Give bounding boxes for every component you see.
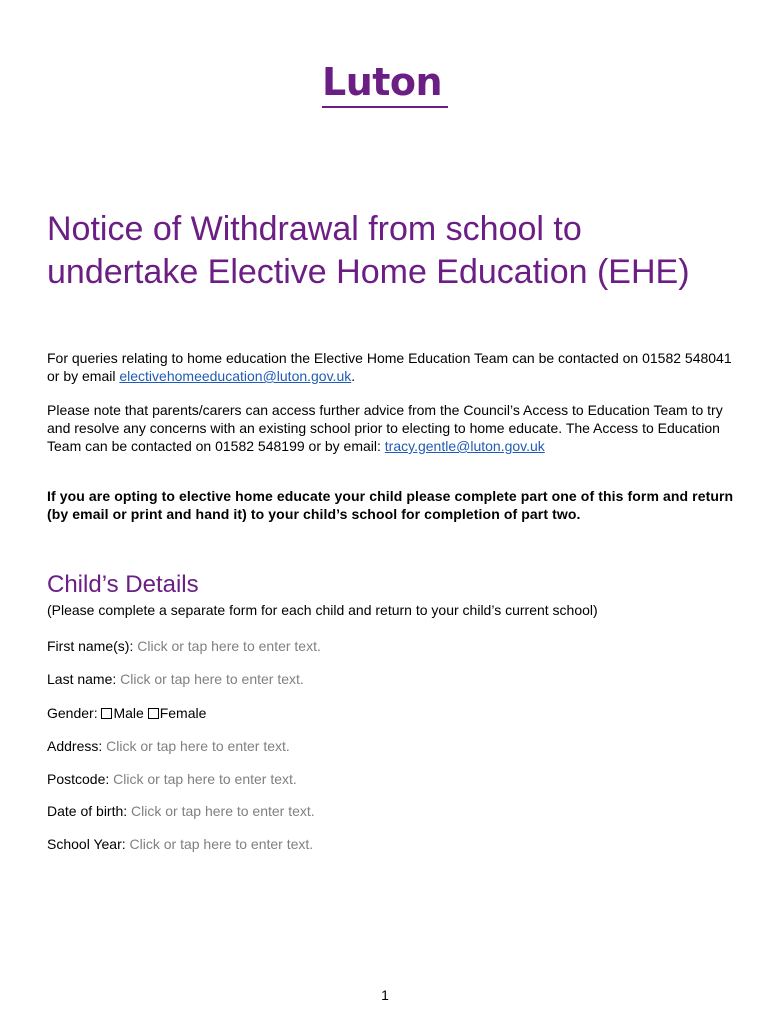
page-number: 1 [381, 987, 389, 1003]
instructions-paragraph: If you are opting to elective home educate your child please complete part one of this form and return (by email or print and hand it) to your child’s school for completion of part two. [47, 488, 734, 522]
male-label: Male [113, 705, 148, 721]
postcode-label: Postcode: [47, 771, 114, 787]
contact-end: . [351, 368, 356, 384]
school-year-label: School Year: [47, 836, 130, 852]
last-name-field [47, 670, 304, 688]
childs-details-heading: Child’s Details [47, 571, 199, 598]
postcode-input[interactable]: Click or tap here to enter text. [113, 771, 297, 787]
first-name-input[interactable]: Click or tap here to enter text. [137, 638, 321, 654]
contact-text: For queries relating to home education the Elective Home Education Team can be contacted on 01582 548041 or by email [47, 350, 732, 384]
address-input[interactable]: Click or tap here to enter text. [106, 738, 290, 754]
ehe-email-link[interactable]: electivehomeeducation@luton.gov.uk [119, 368, 352, 384]
postcode-field [47, 770, 297, 788]
gender-field [47, 704, 206, 722]
childs-details-note: (Please complete a separate form for each child and return to your child’s current school) [47, 602, 598, 618]
school-year-input[interactable]: Click or tap here to enter text. [129, 836, 314, 852]
male-checkbox[interactable] [101, 708, 112, 719]
address-label: Address: [47, 738, 107, 754]
first-name-field [47, 637, 321, 655]
date-of-birth-field [47, 802, 315, 820]
logo-underline [322, 106, 448, 108]
first-name-label: First name(s): [47, 638, 138, 654]
female-checkbox[interactable] [148, 708, 159, 719]
address-field [47, 737, 290, 755]
school-year-field [47, 835, 313, 853]
logo-wordmark: Luton [322, 60, 443, 104]
last-name-input[interactable]: Click or tap here to enter text. [120, 671, 304, 687]
advice-paragraph [47, 401, 737, 455]
female-label: Female [159, 705, 207, 721]
page-title: Notice of Withdrawal from school to undertake Elective Home Education (EHE) [47, 210, 690, 291]
access-team-email-link[interactable]: tracy.gentle@luton.gov.uk [384, 438, 545, 454]
gender-label: Gender: [47, 705, 102, 721]
luton-logo [322, 62, 448, 102]
contact-paragraph [47, 349, 737, 385]
date-of-birth-input[interactable]: Click or tap here to enter text. [131, 803, 315, 819]
last-name-label: Last name: [47, 671, 121, 687]
advice-text: Please note that parents/carers can access further advice from the Council’s Access to Education Team to try and resolve any concerns with an existing school prior to electing to home educate. The Access to Education Team can be contacted on 01582 548199 or by email: [47, 402, 723, 454]
date-of-birth-label: Date of birth: [47, 803, 132, 819]
